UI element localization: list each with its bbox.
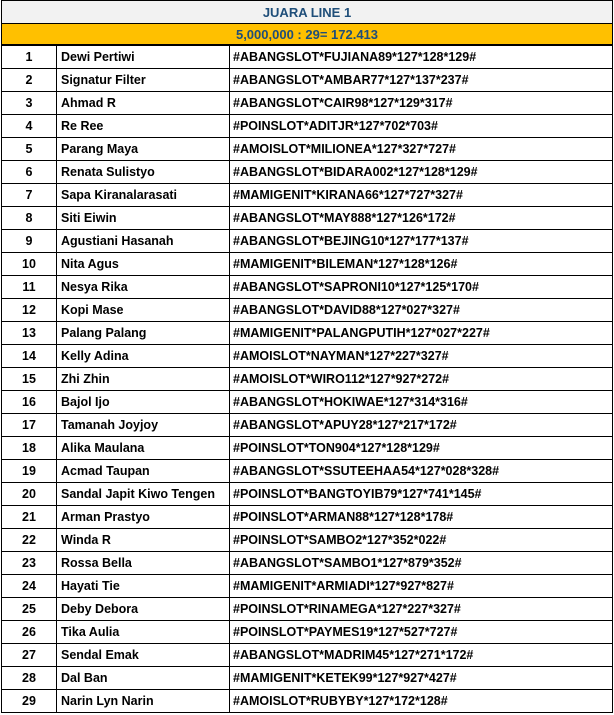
prize-subtitle: 5,000,000 : 29= 172.413 [1, 23, 613, 45]
row-number: 27 [2, 644, 57, 667]
table-row [2, 460, 613, 483]
row-number: 9 [2, 230, 57, 253]
table-row [2, 575, 613, 598]
table-row [2, 299, 613, 322]
table-row [2, 529, 613, 552]
winner-code: #MAMIGENIT*PALANGPUTIH*127*027*227# [230, 322, 613, 345]
winner-name: Sapa Kiranalarasati [57, 184, 230, 207]
table-row [2, 161, 613, 184]
row-number: 24 [2, 575, 57, 598]
winner-code: #AMOISLOT*MILIONEA*127*327*727# [230, 138, 613, 161]
row-number: 26 [2, 621, 57, 644]
winner-code: #ABANGSLOT*MADRIM45*127*271*172# [230, 644, 613, 667]
winner-code: #AMOISLOT*WIRO112*127*927*272# [230, 368, 613, 391]
winner-name: Parang Maya [57, 138, 230, 161]
row-number: 18 [2, 437, 57, 460]
table-row [2, 207, 613, 230]
winner-code: #POINSLOT*BANGTOYIB79*127*741*145# [230, 483, 613, 506]
winner-name: Dewi Pertiwi [57, 46, 230, 69]
row-number: 25 [2, 598, 57, 621]
winner-name: Nesya Rika [57, 276, 230, 299]
winners-table [1, 45, 613, 713]
table-row [2, 138, 613, 161]
winner-code: #ABANGSLOT*CAIR98*127*129*317# [230, 92, 613, 115]
winner-name: Kelly Adina [57, 345, 230, 368]
winner-code: #ABANGSLOT*FUJIANA89*127*128*129# [230, 46, 613, 69]
winner-code: #POINSLOT*PAYMES19*127*527*727# [230, 621, 613, 644]
row-number: 12 [2, 299, 57, 322]
winner-name: Signatur Filter [57, 69, 230, 92]
row-number: 22 [2, 529, 57, 552]
winner-code: #POINSLOT*RINAMEGA*127*227*327# [230, 598, 613, 621]
winner-name: Narin Lyn Narin [57, 690, 230, 713]
winner-code: #ABANGSLOT*MAY888*127*126*172# [230, 207, 613, 230]
table-row [2, 667, 613, 690]
winner-code: #ABANGSLOT*SSUTEEHAA54*127*028*328# [230, 460, 613, 483]
winner-name: Arman Prastyo [57, 506, 230, 529]
table-row [2, 552, 613, 575]
winner-code: #ABANGSLOT*AMBAR77*127*137*237# [230, 69, 613, 92]
winner-code: #MAMIGENIT*BILEMAN*127*128*126# [230, 253, 613, 276]
winner-code: #ABANGSLOT*DAVID88*127*027*327# [230, 299, 613, 322]
winner-name: Acmad Taupan [57, 460, 230, 483]
row-number: 21 [2, 506, 57, 529]
table-row [2, 690, 613, 713]
row-number: 15 [2, 368, 57, 391]
winner-code: #ABANGSLOT*BEJING10*127*177*137# [230, 230, 613, 253]
winner-code: #MAMIGENIT*KETEK99*127*927*427# [230, 667, 613, 690]
table-row [2, 506, 613, 529]
table-row [2, 598, 613, 621]
row-number: 14 [2, 345, 57, 368]
row-number: 10 [2, 253, 57, 276]
row-number: 28 [2, 667, 57, 690]
table-row [2, 483, 613, 506]
winner-code: #MAMIGENIT*KIRANA66*127*727*327# [230, 184, 613, 207]
table-row [2, 644, 613, 667]
table-row [2, 437, 613, 460]
winner-code: #POINSLOT*ARMAN88*127*128*178# [230, 506, 613, 529]
table-row [2, 391, 613, 414]
row-number: 11 [2, 276, 57, 299]
table-row [2, 115, 613, 138]
winner-name: Re Ree [57, 115, 230, 138]
winner-name: Siti Eiwin [57, 207, 230, 230]
winner-code: #ABANGSLOT*HOKIWAE*127*314*316# [230, 391, 613, 414]
row-number: 1 [2, 46, 57, 69]
table-row [2, 92, 613, 115]
winner-code: #POINSLOT*ADITJR*127*702*703# [230, 115, 613, 138]
row-number: 4 [2, 115, 57, 138]
winners-table-body [2, 46, 613, 713]
winner-name: Sendal Emak [57, 644, 230, 667]
table-row [2, 69, 613, 92]
row-number: 6 [2, 161, 57, 184]
row-number: 13 [2, 322, 57, 345]
winner-code: #AMOISLOT*RUBYBY*127*172*128# [230, 690, 613, 713]
winner-name: Palang Palang [57, 322, 230, 345]
table-row [2, 46, 613, 69]
winner-code: #ABANGSLOT*SAMBO1*127*879*352# [230, 552, 613, 575]
winner-name: Sandal Japit Kiwo Tengen [57, 483, 230, 506]
winner-name: Tamanah Joyjoy [57, 414, 230, 437]
sheet-title: JUARA LINE 1 [1, 0, 613, 23]
row-number: 20 [2, 483, 57, 506]
row-number: 2 [2, 69, 57, 92]
row-number: 19 [2, 460, 57, 483]
winner-code: #POINSLOT*TON904*127*128*129# [230, 437, 613, 460]
row-number: 23 [2, 552, 57, 575]
winner-name: Nita Agus [57, 253, 230, 276]
table-row [2, 184, 613, 207]
row-number: 3 [2, 92, 57, 115]
table-row [2, 621, 613, 644]
table-row [2, 322, 613, 345]
row-number: 29 [2, 690, 57, 713]
table-row [2, 253, 613, 276]
winner-name: Hayati Tie [57, 575, 230, 598]
winner-name: Agustiani Hasanah [57, 230, 230, 253]
table-row [2, 414, 613, 437]
row-number: 5 [2, 138, 57, 161]
winner-name: Renata Sulistyo [57, 161, 230, 184]
winner-name: Kopi Mase [57, 299, 230, 322]
winner-name: Ahmad R [57, 92, 230, 115]
row-number: 7 [2, 184, 57, 207]
row-number: 17 [2, 414, 57, 437]
winner-name: Tika Aulia [57, 621, 230, 644]
winner-code: #POINSLOT*SAMBO2*127*352*022# [230, 529, 613, 552]
winner-code: #MAMIGENIT*ARMIADI*127*927*827# [230, 575, 613, 598]
table-row [2, 368, 613, 391]
winner-name: Winda R [57, 529, 230, 552]
winner-name: Bajol Ijo [57, 391, 230, 414]
row-number: 8 [2, 207, 57, 230]
table-row [2, 276, 613, 299]
winner-code: #ABANGSLOT*BIDARA002*127*128*129# [230, 161, 613, 184]
winners-sheet [1, 0, 613, 713]
winner-name: Rossa Bella [57, 552, 230, 575]
table-row [2, 345, 613, 368]
winner-name: Dal Ban [57, 667, 230, 690]
table-row [2, 230, 613, 253]
winner-name: Alika Maulana [57, 437, 230, 460]
winner-code: #AMOISLOT*NAYMAN*127*227*327# [230, 345, 613, 368]
winner-code: #ABANGSLOT*SAPRONI10*127*125*170# [230, 276, 613, 299]
winner-code: #ABANGSLOT*APUY28*127*217*172# [230, 414, 613, 437]
winner-name: Zhi Zhin [57, 368, 230, 391]
row-number: 16 [2, 391, 57, 414]
winner-name: Deby Debora [57, 598, 230, 621]
